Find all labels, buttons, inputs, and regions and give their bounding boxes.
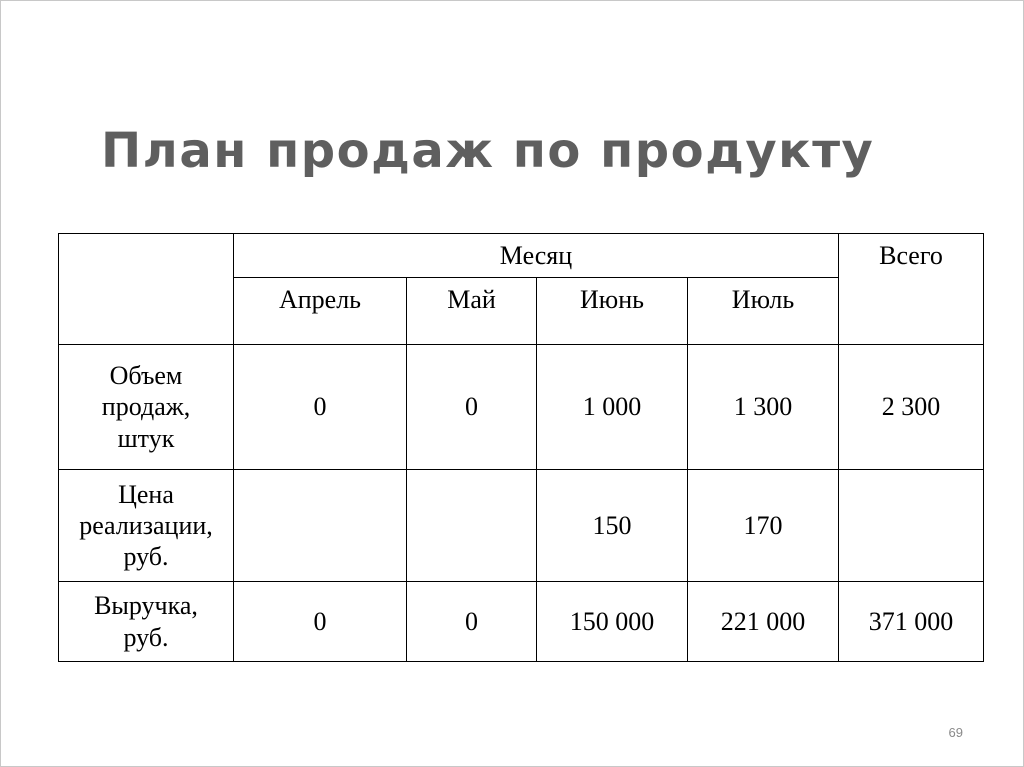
row-label — [59, 345, 234, 470]
table-cell: 221 000 — [688, 582, 839, 662]
row-label-line: руб. — [123, 542, 169, 572]
table-cell: 1 000 — [537, 345, 688, 470]
table-cell: 0 — [234, 345, 407, 470]
row-label-line: руб. — [123, 622, 169, 652]
row-label-line: Объем — [109, 361, 183, 391]
row-label-line: штук — [117, 423, 175, 453]
total-cell: 371 000 — [839, 582, 984, 662]
month-header: Май — [407, 278, 537, 345]
table-row — [59, 582, 984, 662]
month-header: Июль — [688, 278, 839, 345]
row-label — [59, 582, 234, 662]
table-cell: 0 — [407, 582, 537, 662]
page-number: 69 — [948, 725, 963, 740]
table-cell: 0 — [234, 582, 407, 662]
table-row — [59, 345, 984, 470]
table-cell: 1 300 — [688, 345, 839, 470]
table-cell — [234, 470, 407, 582]
table-cell: 170 — [688, 470, 839, 582]
row-label-line: Выручка, — [94, 591, 198, 621]
row-label-line: Цена — [118, 479, 174, 509]
table-row — [59, 470, 984, 582]
table-cell — [407, 470, 537, 582]
total-header: Всего — [839, 234, 984, 345]
table-cell: 150 000 — [537, 582, 688, 662]
row-label — [59, 470, 234, 582]
sales-plan-table — [58, 233, 984, 662]
corner-cell — [59, 234, 234, 345]
slide-title: План продаж по продукту — [101, 123, 875, 179]
row-label-line: реализации, — [79, 510, 213, 540]
table-cell: 0 — [407, 345, 537, 470]
month-header: Июнь — [537, 278, 688, 345]
total-cell: 2 300 — [839, 345, 984, 470]
month-header: Апрель — [234, 278, 407, 345]
row-label-line: продаж, — [101, 392, 191, 422]
table-cell: 150 — [537, 470, 688, 582]
month-group-header: Месяц — [234, 234, 839, 278]
total-cell — [839, 470, 984, 582]
table-header-row — [59, 234, 984, 278]
